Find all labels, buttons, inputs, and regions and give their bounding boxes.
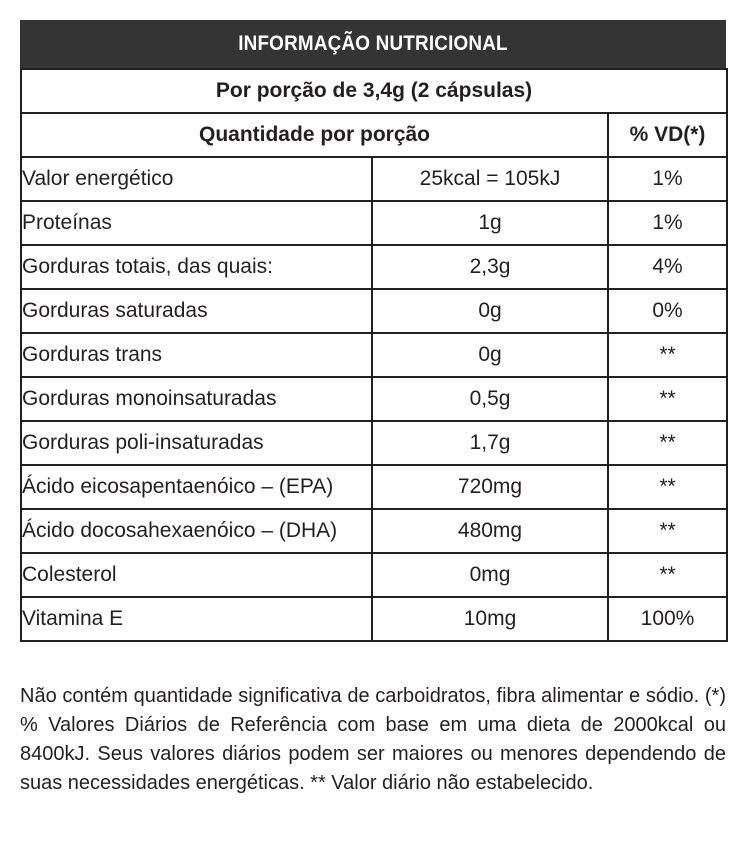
nutrient-vd: **: [608, 553, 727, 597]
nutrient-vd: 100%: [608, 597, 727, 641]
nutrient-label: Gorduras monoinsaturadas: [21, 377, 372, 421]
footnote: Não contém quantidade significativa de carboidratos, fibra alimentar e sódio. (*) % Valores Diários de Referência com base em uma dieta de 2000kcal ou 8400kJ. Seus valores diários podem ser maiores ou menores dependendo de suas necessidades energéticas. ** Valor diário não estabelecido.: [20, 685, 726, 794]
portion-row: [21, 69, 727, 113]
nutrient-amount: 0mg: [372, 553, 608, 597]
nutrient-amount: 2,3g: [372, 245, 608, 289]
portion-size: Por porção de 3,4g (2 cápsulas): [21, 69, 727, 113]
nutrient-label: Gorduras totais, das quais:: [21, 245, 372, 289]
title-bar: [20, 20, 726, 68]
nutrient-amount: 25kcal = 105kJ: [372, 157, 608, 201]
nutrient-row: [21, 509, 727, 553]
nutrient-row: [21, 377, 727, 421]
nutrient-vd: 0%: [608, 289, 727, 333]
nutrient-row: [21, 201, 727, 245]
nutrient-label: Gorduras poli-insaturadas: [21, 421, 372, 465]
nutrient-amount: 10mg: [372, 597, 608, 641]
nutrient-label: Colesterol: [21, 553, 372, 597]
nutrient-row: [21, 597, 727, 641]
nutrient-vd: **: [608, 465, 727, 509]
nutrient-row: [21, 421, 727, 465]
panel-title: INFORMAÇÃO NUTRICIONAL: [57, 20, 689, 68]
header-quantity: Quantidade por porção: [21, 113, 608, 157]
nutrient-label: Proteínas: [21, 201, 372, 245]
header-vd: % VD(*): [608, 113, 727, 157]
nutrient-row: [21, 289, 727, 333]
nutrient-row: [21, 245, 727, 289]
nutrient-vd: **: [608, 377, 727, 421]
nutrient-row: [21, 553, 727, 597]
nutrient-label: Ácido docosahexaenóico – (DHA): [21, 509, 372, 553]
nutrient-label: Gorduras saturadas: [21, 289, 372, 333]
nutrition-facts-panel: [20, 20, 726, 642]
nutrient-label: Vitamina E: [21, 597, 372, 641]
nutrient-row: [21, 333, 727, 377]
nutrient-amount: 480mg: [372, 509, 608, 553]
nutrient-vd: 1%: [608, 201, 727, 245]
nutrient-label: Valor energético: [21, 157, 372, 201]
header-row: [21, 113, 727, 157]
nutrient-amount: 720mg: [372, 465, 608, 509]
nutrient-vd: 1%: [608, 157, 727, 201]
nutrient-amount: 1,7g: [372, 421, 608, 465]
nutrient-label: Gorduras trans: [21, 333, 372, 377]
nutrient-vd: **: [608, 333, 727, 377]
nutrient-vd: **: [608, 509, 727, 553]
nutrient-row: [21, 465, 727, 509]
nutrient-amount: 1g: [372, 201, 608, 245]
nutrient-label: Ácido eicosapentaenóico – (EPA): [21, 465, 372, 509]
nutrient-amount: 0g: [372, 289, 608, 333]
nutrient-amount: 0g: [372, 333, 608, 377]
nutrient-row: [21, 157, 727, 201]
nutrition-table: [20, 68, 728, 642]
nutrient-amount: 0,5g: [372, 377, 608, 421]
nutrient-vd: **: [608, 421, 727, 465]
nutrient-vd: 4%: [608, 245, 727, 289]
